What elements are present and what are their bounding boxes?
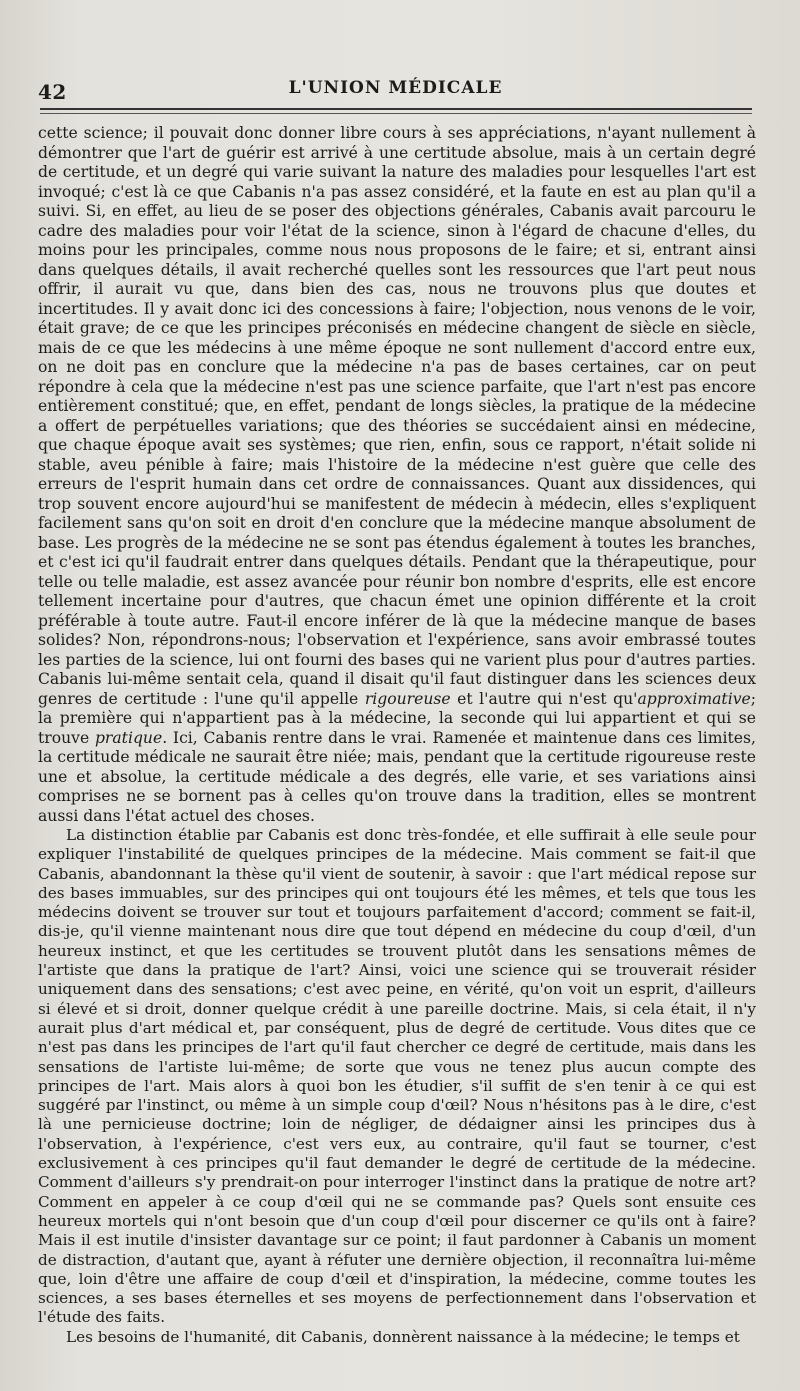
article-body	[38, 124, 756, 1347]
header-rule-thin	[40, 113, 752, 114]
running-head: L'UNION MÉDICALE	[288, 78, 503, 98]
italic-term: approximative	[637, 689, 751, 708]
paragraph-2: La distinction établie par Cabanis est donc très-fondée, et elle suffirait à elle seule pour expliquer l'instabilité de quelques principes de la médecine. Mais comment se fait-il que Cabanis, abandonnant la thèse qu'il vient de soutenir, à savoir : que l'art médical repose sur des bases immuables, sur des principes qui ont toujours été les mêmes, et tels que tous les médecins doivent se trouver sur tout et toujours parfaitement d'accord; comment se fait-il, dis-je, qu'il vienne maintenant nous dire que tout dépend en médecine du coup d'œil, d'un heureux instinct, et que les certitudes se trouvent plutôt dans les sensations mêmes de l'artiste que dans la pratique de l'art? Ainsi, voici une science qui se trouverait résider uniquement dans des sensations; c'est avec peine, en vérité, qu'on voit un esprit, d'ailleurs si élevé et si droit, donner quelque crédit à une pareille doctrine. Mais, si cela était, il n'y aurait plus d'art médical et, par conséquent, plus de degré de certitude. Vous dites que ce n'est pas dans les principes de l'art qu'il faut chercher ce degré de certitude, mais dans les sensations de l'artiste lui-même; de sorte que vous ne tenez plus aucun compte des principes de l'art. Mais alors à quoi bon les étudier, s'il suffit de s'en tenir à ce qui est suggéré par l'instinct, ou même à un simple coup d'œil? Nous n'hésitons pas à le dire, c'est là une pernicieuse doctrine; loin de négliger, de dédaigner ainsi les principes dus à l'observation, à l'expérience, c'est vers eux, au contraire, qu'il faut se tourner, c'est exclusivement à ces principes qu'il faut demander le degré de certitude de la médecine. Comment d'ailleurs s'y prendrait-on pour interroger l'instinct dans la pratique de notre art? Comment en appeler à ce coup d'œil qui ne se commande pas? Quels sont ensuite ces heureux mortels qui n'ont besoin que d'un coup d'œil pour discerner ce qu'ils ont à faire? Mais il est inutile d'insister davantage sur ce point; il faut pardonner à Cabanis un moment de distraction, d'autant que, ayant à réfuter une dernière objection, il reconnaîtra lui-même que, loin d'être une affaire de coup d'œil et d'inspiration, la médecine, comme toutes les sciences, a ses bases éternelles et ses moyens de perfectionnement dans l'observation et l'étude des faits.	[38, 826, 756, 1327]
paragraph-3: Les besoins de l'humanité, dit Cabanis, donnèrent naissance à la médecine; le temps et	[66, 1327, 740, 1346]
italic-term: pratique	[94, 728, 163, 747]
page-header	[38, 72, 753, 102]
header-rule	[40, 108, 752, 112]
italic-term: rigoureuse	[364, 689, 451, 708]
page-number: 42	[38, 80, 67, 104]
paragraph-1: cette science; il pouvait donc donner libre cours à ses appréciations, n'ayant nullement à démontrer que l'art de guérir est arrivé à une certitude absolue, mais à un certain degré de certitude, et un degré qui varie suivant la nature des maladies pour lesquelles l'art est invoqué; c'est là ce que Cabanis n'a pas assez considéré, et la faute en est au plan qu'il a suivi. Si, en effet, au lieu de se poser des objections générales, Cabanis avait parcouru le cadre des maladies pour voir l'état de la science, sinon à l'égard de chacune d'elles, du moins pour les principales, comme nous nous proposons de le faire; et si, entrant ainsi dans quelques détails, il avait recherché quelles sont les ressources que l'art peut nous offrir, il aurait vu que, dans bien des cas, nous ne trouvons plus que doutes et incertitudes. Il y avait donc ici des concessions à faire; l'objection, nous venons de le voir, était grave; de ce que les principes préconisés en médecine changent de siècle en siècle, mais de ce que les médecins à une même époque ne sont nullement d'accord entre eux, on ne doit pas en conclure que la médecine n'a pas de bases certaines, car on peut répondre à cela que la médecine n'est pas une science parfaite, que l'art n'est pas encore entièrement constitué; que, en effet, pendant de longs siècles, la pratique de la médecine a offert de perpétuelles variations; que des théories se succédaient ainsi en médecine, que chaque époque avait ses systèmes; que rien, enfin, sous ce rapport, n'était solide ni stable, aveu pénible à faire; mais l'histoire de la médecine n'est guère que celle des erreurs de l'esprit humain dans cet ordre de connaissances. Quant aux dissidences, qui trop souvent encore aujourd'hui se manifestent de médecin à médecin, elles s'expliquent facilement sans qu'on soit en droit d'en conclure que la médecine manque absolument de base. Les progrès de la médecine ne se sont pas étendus également à toutes les branches, et c'est ici qu'il faudrait entrer dans quelques détails. Pendant que la thérapeutique, pour telle ou telle maladie, est assez avancée pour réunir bon nombre d'esprits, elle est encore tellement incertaine pour d'autres, que chacun émet une opinion différente et la croit préférable à toute autre. Faut-il encore inférer de là que la médecine manque de bases solides? Non, répondrons-nous; l'observation et l'expérience, sans avoir embrassé toutes les parties de la science, lui ont fourni des bases qui ne varient plus pour d'autres parties. Cabanis lui-même sentait cela, quand il disait qu'il faut distinguer dans les sciences deux genres de certitude : l'une qu'il appelle rigoureuse et l'autre qui n'est qu'approximative; la première qui n'appartient pas à la médecine, la seconde qui lui appartient et qui se trouve pratique. Ici, Cabanis rentre dans le vrai. Ramenée et maintenue dans ces limites, la certitude médicale ne saurait être niée; mais, pendant que la certitude rigoureuse reste une et absolue, la certitude médicale a des degrés, elle varie, et ses variations ainsi comprises ne se bornent pas à celles qu'on trouve dans la tradition, elles se montrent aussi dans l'état actuel des choses.	[38, 124, 756, 825]
